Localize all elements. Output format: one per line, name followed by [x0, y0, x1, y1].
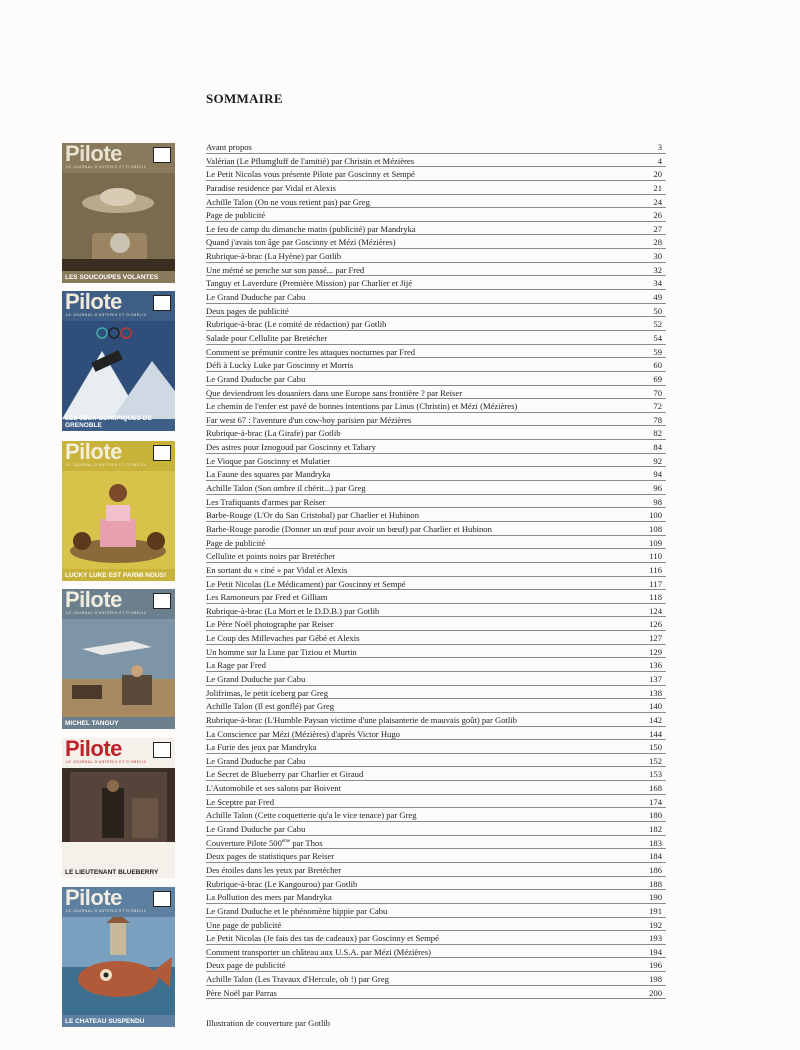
toc-entry	[206, 277, 666, 291]
toc-entry	[206, 591, 666, 605]
cover-subtitle: LE JOURNAL D'ASTERIX ET D'OBELIX	[66, 165, 147, 169]
toc-entry	[206, 959, 666, 973]
toc-entry	[206, 755, 666, 769]
toc-entry-page: 20	[653, 169, 662, 180]
toc-entry	[206, 864, 666, 878]
toc-entry-page: 72	[653, 401, 662, 412]
toc-entry-title: Rubrique-à-brac (Le comité de rédaction) par Gotlib	[206, 319, 387, 330]
toc-entry-page: 21	[653, 182, 662, 193]
toc-entry-page: 54	[653, 332, 662, 343]
toc-entry-page: 49	[653, 292, 662, 303]
toc-entry	[206, 768, 666, 782]
toc-entry	[206, 878, 666, 892]
toc-entry-page: 200	[649, 987, 662, 998]
toc-entry-title: Le Petit Nicolas (Le Médicament) par Goscinny et Sempé	[206, 578, 406, 589]
toc-entry	[206, 550, 666, 564]
toc-entry-page: 110	[649, 551, 662, 562]
toc-entry	[206, 537, 666, 551]
toc-entry-title: Les Trafiquants d'armes par Reiser	[206, 496, 326, 507]
toc-entry-title: Le Vioque par Goscinny et Mulatier	[206, 455, 331, 466]
toc-entry-title: Far west 67 : l'aventure d'un cow-boy parisien par Mézières	[206, 414, 412, 425]
toc-entry-title: La Rage par Fred	[206, 660, 266, 671]
toc-entry-page: 188	[649, 878, 662, 889]
toc-entry-page: 26	[653, 210, 662, 221]
toc-entry-title: Défi à Lucky Luke par Goscinny et Morris	[206, 360, 354, 371]
toc-entry	[206, 891, 666, 905]
toc-entry-title: Le Secret de Blueberry par Charlier et Giraud	[206, 769, 364, 780]
toc-entry-page: 124	[649, 605, 662, 616]
toc-entry-title: Le Père Noël photographe par Reiser	[206, 619, 334, 630]
toc-entry	[206, 823, 666, 837]
toc-entry-title: La Furie des jeux par Mandryka	[206, 742, 317, 753]
magazine-cover	[62, 291, 175, 431]
toc-entry-title: Jolifrimas, le petit iceberg par Greg	[206, 687, 329, 698]
toc-entry	[206, 618, 666, 632]
cover-caption: MICHEL TANGUY	[65, 720, 119, 727]
toc-entry-title: Achille Talon (Il est gonflé) par Greg	[206, 701, 335, 712]
cover-subtitle: LE JOURNAL D'ASTERIX ET D'OBELIX	[66, 909, 147, 913]
toc-entry-page: 196	[649, 960, 662, 971]
toc-entry	[206, 919, 666, 933]
toc-entry-title: Comment se prémunir contre les attaques nocturnes par Fred	[206, 346, 416, 357]
toc-entry	[206, 496, 666, 510]
toc-entry	[206, 796, 666, 810]
toc-entry	[206, 359, 666, 373]
toc-entry-page: 191	[649, 905, 662, 916]
toc-entry-page: 4	[657, 155, 662, 166]
toc-entry	[206, 850, 666, 864]
toc-entry-title: L'Automobile et ses salons par Boivent	[206, 783, 341, 794]
toc-entry	[206, 946, 666, 960]
toc-entry-title: Paradise residence par Vidal et Alexis	[206, 182, 336, 193]
toc-entry-page: 127	[649, 633, 662, 644]
toc-entry-page: 69	[653, 373, 662, 384]
toc-entry-title: Le Grand Duduche par Cabu	[206, 824, 306, 835]
toc-entry	[206, 728, 666, 742]
toc-entry	[206, 659, 666, 673]
toc-entry	[206, 605, 666, 619]
toc-entry-title: Le Grand Duduche et le phénomène hippie par Cabu	[206, 905, 388, 916]
magazine-cover	[62, 738, 175, 878]
toc-entry	[206, 427, 666, 441]
toc-entry	[206, 196, 666, 210]
cover-caption: LES SOUCOUPES VOLANTES	[65, 274, 159, 281]
toc-entry	[206, 468, 666, 482]
toc-entry	[206, 578, 666, 592]
cover-caption: LE LIEUTENANT BLUEBERRY	[65, 869, 159, 876]
toc-entry-title: Le chemin de l'enfer est pavé de bonnes intentions par Linus (Christin) et Mézi (Mézières)	[206, 401, 518, 412]
toc-entry-page: 27	[653, 223, 662, 234]
cover-price-badge	[153, 742, 171, 758]
toc-entry-title: Rubrique-à-brac (La Girafe) par Gotlib	[206, 428, 341, 439]
toc-entry-title: Rubrique-à-brac (La Mort et le D.D.B.) par Gotlib	[206, 605, 380, 616]
toc-entry-title: Achille Talon (Cette coquetterie qu'a le vice tenace) par Greg	[206, 810, 417, 821]
toc-entry-title: La Pollution des mers par Mandryka	[206, 892, 332, 903]
toc-entry	[206, 373, 666, 387]
toc-entry-title: Le Coup des Millevaches par Gébé et Alexis	[206, 633, 360, 644]
cover-price-badge	[153, 445, 171, 461]
toc-entry-title: En sortant du « ciné » par Vidal et Alexis	[206, 564, 348, 575]
toc-entry	[206, 305, 666, 319]
toc-entry-title: Achille Talon (Son ombre il chérit...) par Greg	[206, 483, 366, 494]
toc-entry-title: Tanguy et Laverdure (Première Mission) par Charlier et Jijé	[206, 278, 413, 289]
toc-entry	[206, 264, 666, 278]
cover-subtitle: LE JOURNAL D'ASTERIX ET D'OBELIX	[66, 463, 147, 467]
toc-entry	[206, 141, 666, 155]
cover-masthead: Pilote	[65, 738, 122, 761]
magazine-cover	[62, 589, 175, 729]
toc-entry-title: Valérian (Le Pflumgluff de l'amitié) par Christin et Mézières	[206, 155, 415, 166]
toc-entry-page: 184	[649, 851, 662, 862]
toc-entry-title: Page de publicité	[206, 537, 266, 548]
cover-illustration	[62, 173, 175, 271]
toc-entry-page: 30	[653, 251, 662, 262]
toc-entry	[206, 673, 666, 687]
cover-subtitle: LE JOURNAL D'ASTERIX ET D'OBELIX	[66, 611, 147, 615]
toc-entry	[206, 209, 666, 223]
toc-entry-title: Le Petit Nicolas (Je fais des tas de cadeaux) par Goscinny et Sempé	[206, 933, 439, 944]
toc-entry-page: 192	[649, 919, 662, 930]
toc-entry-page: 84	[653, 442, 662, 453]
toc-entry-page: 183	[649, 837, 662, 848]
toc-entry-page: 28	[653, 237, 662, 248]
toc-entry-title: Rubrique-à-brac (L'Humble Paysan victime d'une plaisanterie de mauvais goût) par Gotlib	[206, 714, 517, 725]
toc-entry-page: 168	[649, 783, 662, 794]
toc-entry-title: Le Grand Duduche par Cabu	[206, 373, 306, 384]
cover-illustration	[62, 471, 175, 569]
toc-entry	[206, 318, 666, 332]
toc-entry-title: Couverture Pilote 500ème par Thos	[206, 837, 323, 848]
toc-entry-page: 100	[649, 510, 662, 521]
toc-entry	[206, 182, 666, 196]
toc-entry	[206, 700, 666, 714]
toc-entry	[206, 632, 666, 646]
toc-entry	[206, 346, 666, 360]
toc-entry-page: 150	[649, 742, 662, 753]
toc-entry-page: 186	[649, 864, 662, 875]
cover-illustration	[62, 321, 175, 419]
toc-entry-title: Le Grand Duduche par Cabu	[206, 755, 306, 766]
cover-illustration	[62, 917, 175, 1015]
toc-entry-title: Quand j'avais ton âge par Goscinny et Mézi (Mézières)	[206, 237, 396, 248]
toc-entry-title: Le Petit Nicolas vous présente Pilote par Goscinny et Sempé	[206, 169, 415, 180]
cover-masthead: Pilote	[65, 887, 122, 910]
toc-entry	[206, 987, 666, 1001]
cover-illustration	[62, 768, 175, 866]
toc-entry-page: 59	[653, 346, 662, 357]
toc-entry	[206, 414, 666, 428]
cover-subtitle: LE JOURNAL D'ASTERIX ET D'OBELIX	[66, 313, 147, 317]
toc-entry-title: Rubrique-à-brac (Le Kangourou) par Gotlib	[206, 878, 358, 889]
toc-entry-title: Le Sceptre par Fred	[206, 796, 275, 807]
toc-entry-page: 198	[649, 974, 662, 985]
toc-entry-page: 193	[649, 933, 662, 944]
toc-entry	[206, 973, 666, 987]
toc-entry-page: 116	[649, 564, 662, 575]
toc-entry	[206, 523, 666, 537]
toc-entry-page: 3	[657, 142, 662, 152]
toc-entry	[206, 837, 666, 851]
toc-entry-title: Deux pages de publicité	[206, 305, 289, 316]
toc-entry	[206, 509, 666, 523]
toc-entry-title: Des astres pour Iznogoud par Goscinny et Tabary	[206, 442, 376, 453]
cover-subtitle: LE JOURNAL D'ASTERIX ET D'OBELIX	[66, 760, 147, 764]
toc-entry-title: La Faune des squares par Mandryka	[206, 469, 331, 480]
toc-entry-title: Le feu de camp du dimanche matin (publicité) par Mandryka	[206, 223, 416, 234]
cover-price-badge	[153, 891, 171, 907]
cover-masthead: Pilote	[65, 143, 122, 166]
toc-entry	[206, 236, 666, 250]
toc-entry-title: Achille Talon (Les Travaux d'Hercule, oh !) par Greg	[206, 974, 389, 985]
toc-entry-title: Un homme sur la Lune par Tiziou et Murtin	[206, 646, 357, 657]
toc-entry-page: 96	[653, 483, 662, 494]
toc-entry	[206, 387, 666, 401]
toc-entry-title: Cellulite et points noirs par Bretécher	[206, 551, 336, 562]
toc-entry-title: Rubrique-à-brac (La Hyène) par Gotlib	[206, 251, 342, 262]
toc-entry-page: 70	[653, 387, 662, 398]
toc-entry	[206, 250, 666, 264]
toc-entry-title: La Conscience par Mézi (Mézières) d'après Victor Hugo	[206, 728, 400, 739]
toc-entry-page: 78	[653, 414, 662, 425]
toc-entry-page: 50	[653, 305, 662, 316]
toc-entry	[206, 332, 666, 346]
toc-entry	[206, 291, 666, 305]
cover-masthead: Pilote	[65, 291, 122, 314]
toc-entry-title: Achille Talon (On ne vous retient pas) par Greg	[206, 196, 370, 207]
toc-entry-title: Comment transporter un château aux U.S.A. par Mézi (Mézières)	[206, 946, 432, 957]
cover-credit: Illustration de couverture par Gotlib	[206, 1018, 331, 1028]
toc-entry	[206, 455, 666, 469]
cover-price-badge	[153, 295, 171, 311]
cover-masthead: Pilote	[65, 441, 122, 464]
toc-entry	[206, 564, 666, 578]
toc-entry-title: Deux pages de statistiques par Reiser	[206, 851, 335, 862]
toc-entry-page: 182	[649, 824, 662, 835]
toc-entry-title: Une page de publicité	[206, 919, 282, 930]
toc-entry-page: 34	[653, 278, 662, 289]
magazine-cover	[62, 887, 175, 1027]
toc-entry-title: Le Grand Duduche par Cabu	[206, 292, 306, 303]
toc-entry	[206, 223, 666, 237]
toc-entry	[206, 441, 666, 455]
cover-illustration	[62, 619, 175, 717]
toc-entry	[206, 482, 666, 496]
magazine-cover	[62, 441, 175, 581]
toc-entry	[206, 809, 666, 823]
toc-entry-page: 129	[649, 646, 662, 657]
toc-entry-title: Page de publicité	[206, 210, 266, 221]
toc-entry-page: 142	[649, 714, 662, 725]
toc-entry	[206, 155, 666, 169]
toc-entry-title: Que deviendront les douaniers dans une Europe sans frontière ? par Reiser	[206, 387, 463, 398]
toc-entry	[206, 646, 666, 660]
cover-caption: LE CHATEAU SUSPENDU	[65, 1018, 145, 1025]
toc-entry-page: 140	[649, 701, 662, 712]
toc-entry-page: 52	[653, 319, 662, 330]
toc-entry-page: 24	[653, 196, 662, 207]
toc-entry-page: 82	[653, 428, 662, 439]
toc-entry-page: 144	[649, 728, 662, 739]
toc-entry-title: Des étoiles dans les yeux par Bretécher	[206, 864, 342, 875]
toc-entry	[206, 687, 666, 701]
toc-entry-title: Une mémé se penche sur son passé... par Fred	[206, 264, 365, 275]
toc-entry	[206, 782, 666, 796]
table-of-contents	[206, 141, 666, 1000]
toc-entry-page: 32	[653, 264, 662, 275]
toc-entry-title: Deux page de publicité	[206, 960, 286, 971]
toc-entry-page: 126	[649, 619, 662, 630]
toc-entry-page: 174	[649, 796, 662, 807]
toc-entry-page: 138	[649, 687, 662, 698]
cover-masthead: Pilote	[65, 589, 122, 612]
toc-entry-page: 180	[649, 810, 662, 821]
toc-entry-title: Le Grand Duduche par Cabu	[206, 673, 306, 684]
toc-entry-page: 108	[649, 523, 662, 534]
toc-entry-page: 117	[649, 578, 662, 589]
toc-entry	[206, 905, 666, 919]
toc-entry	[206, 400, 666, 414]
toc-entry-page: 152	[649, 755, 662, 766]
toc-entry-title: Les Ramoneurs par Fred et Gilliam	[206, 592, 328, 603]
toc-entry-title: Barbe-Rouge parodie (Donner un œuf pour avoir un bœuf) par Charlier et Hubinon	[206, 523, 492, 534]
toc-entry-page: 194	[649, 946, 662, 957]
toc-entry	[206, 714, 666, 728]
toc-entry	[206, 741, 666, 755]
toc-entry-title: Barbe-Rouge (L'Or du San Cristobal) par Charlier et Hubinon	[206, 510, 419, 521]
cover-caption: LES JEUX OLYMPIQUES DE GRENOBLE	[65, 415, 152, 429]
magazine-cover	[62, 143, 175, 283]
cover-price-badge	[153, 593, 171, 609]
toc-entry-page: 98	[653, 496, 662, 507]
toc-entry-page: 153	[649, 769, 662, 780]
toc-entry	[206, 168, 666, 182]
cover-caption: LUCKY LUKE EST PARMI NOUS!	[65, 572, 167, 579]
toc-entry	[206, 932, 666, 946]
toc-entry-title: Père Noël par Parras	[206, 987, 277, 998]
toc-entry-page: 136	[649, 660, 662, 671]
toc-entry-title: Avant propos	[206, 142, 252, 152]
toc-entry-page: 60	[653, 360, 662, 371]
toc-entry-page: 190	[649, 892, 662, 903]
toc-entry-page: 137	[649, 673, 662, 684]
cover-price-badge	[153, 147, 171, 163]
page-title: SOMMAIRE	[206, 91, 283, 106]
toc-entry-page: 118	[649, 592, 662, 603]
toc-entry-page: 94	[653, 469, 662, 480]
toc-entry-title: Salade pour Cellulite par Bretécher	[206, 332, 328, 343]
toc-entry-page: 92	[653, 455, 662, 466]
toc-entry-page: 109	[649, 537, 662, 548]
